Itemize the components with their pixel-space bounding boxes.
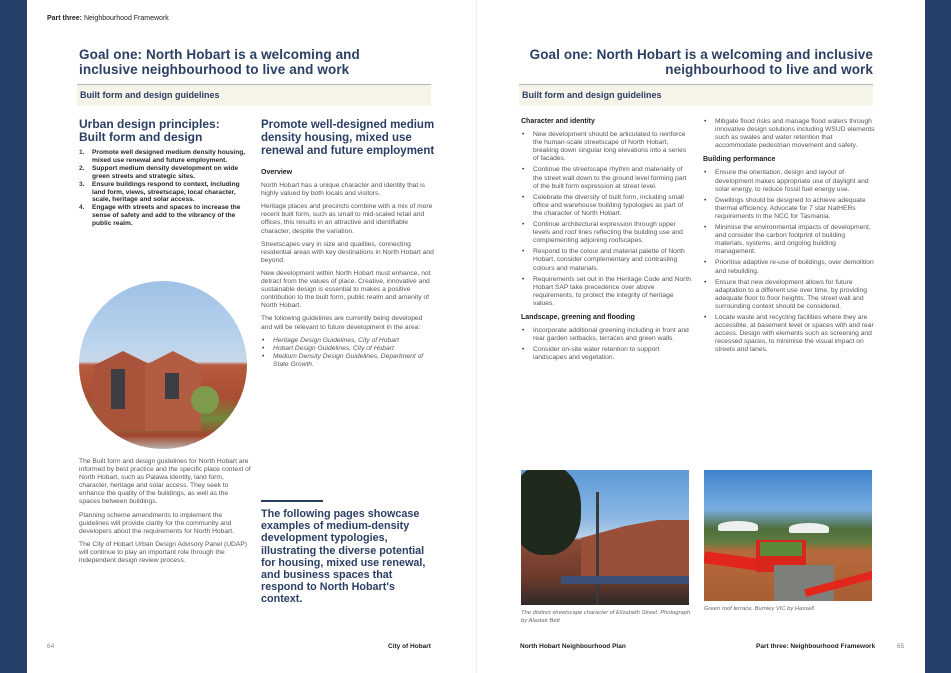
list-item: • Incorporate additional greening including in front and rear garden setbacks, terraces and green walls.: [521, 327, 693, 343]
list-item: • Continue the streetscape rhythm and materiality of the street wall down to the ground level forming part of the built form expression at street level.: [521, 166, 693, 190]
list-item: • Consider on-site water retention to support landscapes and vegetation.: [521, 346, 693, 362]
showcase-callout: The following pages showcase examples of medium-density development typologies, illustrating the diverse potential for housing, mixed use renewal, and business spaces that respond to North Hobart's context.: [261, 508, 426, 606]
list-item: • Minimise the environmental impacts of development, and consider the carbon footprint of building materials, systems, and ongoing building management.: [703, 224, 875, 256]
principle-item: 1. Promote well designed medium density housing, mixed use renewal and future employment.: [79, 149, 246, 164]
landscape-heading: Landscape, greening and flooding: [521, 313, 635, 321]
list-item: • Ensure the orientation, design and layout of development makes appropriate use of daylight and solar energy, to reduce fossil fuel energy use.: [703, 169, 875, 193]
running-head-text: Neighbourhood Framework: [82, 15, 169, 22]
guideline-references: [261, 337, 435, 369]
document-spread: [27, 0, 925, 673]
green-roof-terrace-photo: [704, 470, 872, 601]
footer-left-label: City of Hobart: [388, 643, 431, 650]
promote-heading: Promote well-designed medium density housing, mixed use renewal and future employment: [261, 119, 435, 157]
overview-heading: Overview: [261, 169, 293, 176]
principle-item: 3. Ensure buildings respond to context, including land form, views, streetscape, local character, scale, heritage and solar access.: [79, 180, 240, 204]
brick-building-photo: [79, 281, 247, 449]
list-item: • Respond to the colour and material palette of North Hobart, consider complementary and contrasting colours and materials.: [521, 248, 693, 272]
list-item: • Celebrate the diversity of built form, including small office and warehouse building typologies as part of the character of North Hobart.: [521, 194, 693, 218]
running-head-bold: Part three:: [47, 15, 83, 22]
performance-heading: Building performance: [703, 156, 776, 164]
guideline-ref: • Heritage Design Guidelines, City of Hobart: [261, 337, 435, 345]
page-number-left: 64: [47, 643, 55, 650]
section-band-left: Built form and design guidelines: [77, 84, 431, 106]
landscape-list: [521, 327, 693, 362]
principle-item: 4. Engage with streets and spaces to increase the sense of safety and add to the vibrancy of the public realm.: [79, 204, 241, 228]
guidelines-column-1: [521, 118, 693, 368]
running-head: [47, 15, 169, 22]
list-item: • New development should be articulated to reinforce the human-scale streetscape of North Hobart, breaking down singular long elevations into a series of facades.: [521, 131, 693, 163]
divider: [261, 500, 323, 502]
photo-caption: The distinct streetscape character of Elizabeth Street. Photograph by Alastair Bett: [521, 610, 691, 624]
principles-heading: Urban design principles: Built form and design: [79, 117, 220, 144]
footer-plan-title: North Hobart Neighbourhood Plan: [520, 643, 626, 650]
principles-list: [79, 149, 251, 228]
list-item: • Mitigate flood risks and manage flood waters through innovative design solutions including WSUD elements such as swales and water retention that accommodate pedestrian movement and safety.: [703, 118, 875, 150]
footer-section-label: Part three: Neighbourhood Framework: [756, 643, 876, 650]
list-item: • Continue architectural expression through upper levels and roof lines reflecting the building use and complementing adjoining roofscapes.: [521, 221, 693, 245]
list-item: • Prioritise adaptive re-use of buildings, over demolition and rebuilding.: [703, 259, 875, 275]
list-item: • Ensure that new development allows for future adaptation to a different use over time, by providing adequate floor to floor heights. The street wall and surrounding context should be considered.: [703, 279, 875, 311]
page-number-right: 65: [897, 643, 905, 650]
goal-title-right: Goal one: North Hobart is a welcoming and inclusive neighbourhood to live and work: [529, 47, 873, 77]
goal-title-left: Goal one: North Hobart is a welcoming and inclusive neighbourhood to live and work: [79, 47, 360, 77]
list-item: • Dwellings should be designed to achieve adequate thermal efficiency. Advocate for 7 star NatHERs requirements in the NCC for Tasmania.: [703, 197, 875, 221]
left-intro-text: The Built form and design guidelines for North Hobart are informed by best practice and the specific place context of North Hobart, such as Palawa identity, land form, character, heritage and solar access. They seek to enhance the quality of the buildings, as well as the spaces between buildings. Planning scheme amendments to implement the guidelines will provide clarity for the community and developers about the requirements for North Hobart. The City of Hobart Urban Design Advisory Panel (UDAP) will continue to play an important role through the independent design review process.: [79, 458, 251, 565]
overview-section: Overview North Hobart has a unique character and identity that is highly valued by both locals and visitors. Heritage places and precincts combine with a mix of more recent built form, such as small to mid-scaled retail and offices, this results in an attractive and identifiable character, despite the variation. Streetscapes vary in size and qualities, connecting residential areas with key destinations in North Hobart and beyond. New development within North Hobart must enhance, not detract from the values of place. Creative, innovative and sustainable design is essential to makes a positive contribution to the built form, public realm and amenity of North Hobart. The following guidelines are currently being developed and will be relevant to future development in the area: • Heritage Design Guidelines, City of Hobart • Hobart Design Guidelines, City of Hobart • Medium Density Design Guidelines, Department of State Growth.: [261, 169, 435, 369]
principle-item: 2. Support medium density development on wide green streets and strategic sites.: [79, 164, 239, 180]
list-item: • Locate waste and recycling facilities where they are accessible, at basement level or spaces with and rear access. Design with elements such as screening and recessed spaces, to minimise the visual impact on streets and lanes.: [703, 314, 875, 354]
guideline-ref: • Hobart Design Guidelines, City of Hobart: [261, 345, 435, 353]
performance-list: [703, 169, 875, 354]
guideline-ref: • Medium Density Design Guidelines, Department of State Growth.: [261, 353, 435, 369]
page-gutter: [476, 0, 477, 673]
list-item: • Requirements set out in the Heritage Code and North Hobart SAP take precedence over above requirements, to protect the integrity of heritage values.: [521, 276, 693, 308]
photo-caption: Green roof terrace, Burnley VIC by Hassell: [704, 606, 814, 612]
section-band-right: Built form and design guidelines: [519, 84, 873, 106]
elizabeth-street-photo: [521, 470, 689, 605]
character-heading: Character and identity: [521, 118, 595, 125]
guidelines-column-2: [703, 118, 875, 360]
character-list: [521, 131, 693, 308]
landscape-list-cont: [703, 118, 875, 150]
